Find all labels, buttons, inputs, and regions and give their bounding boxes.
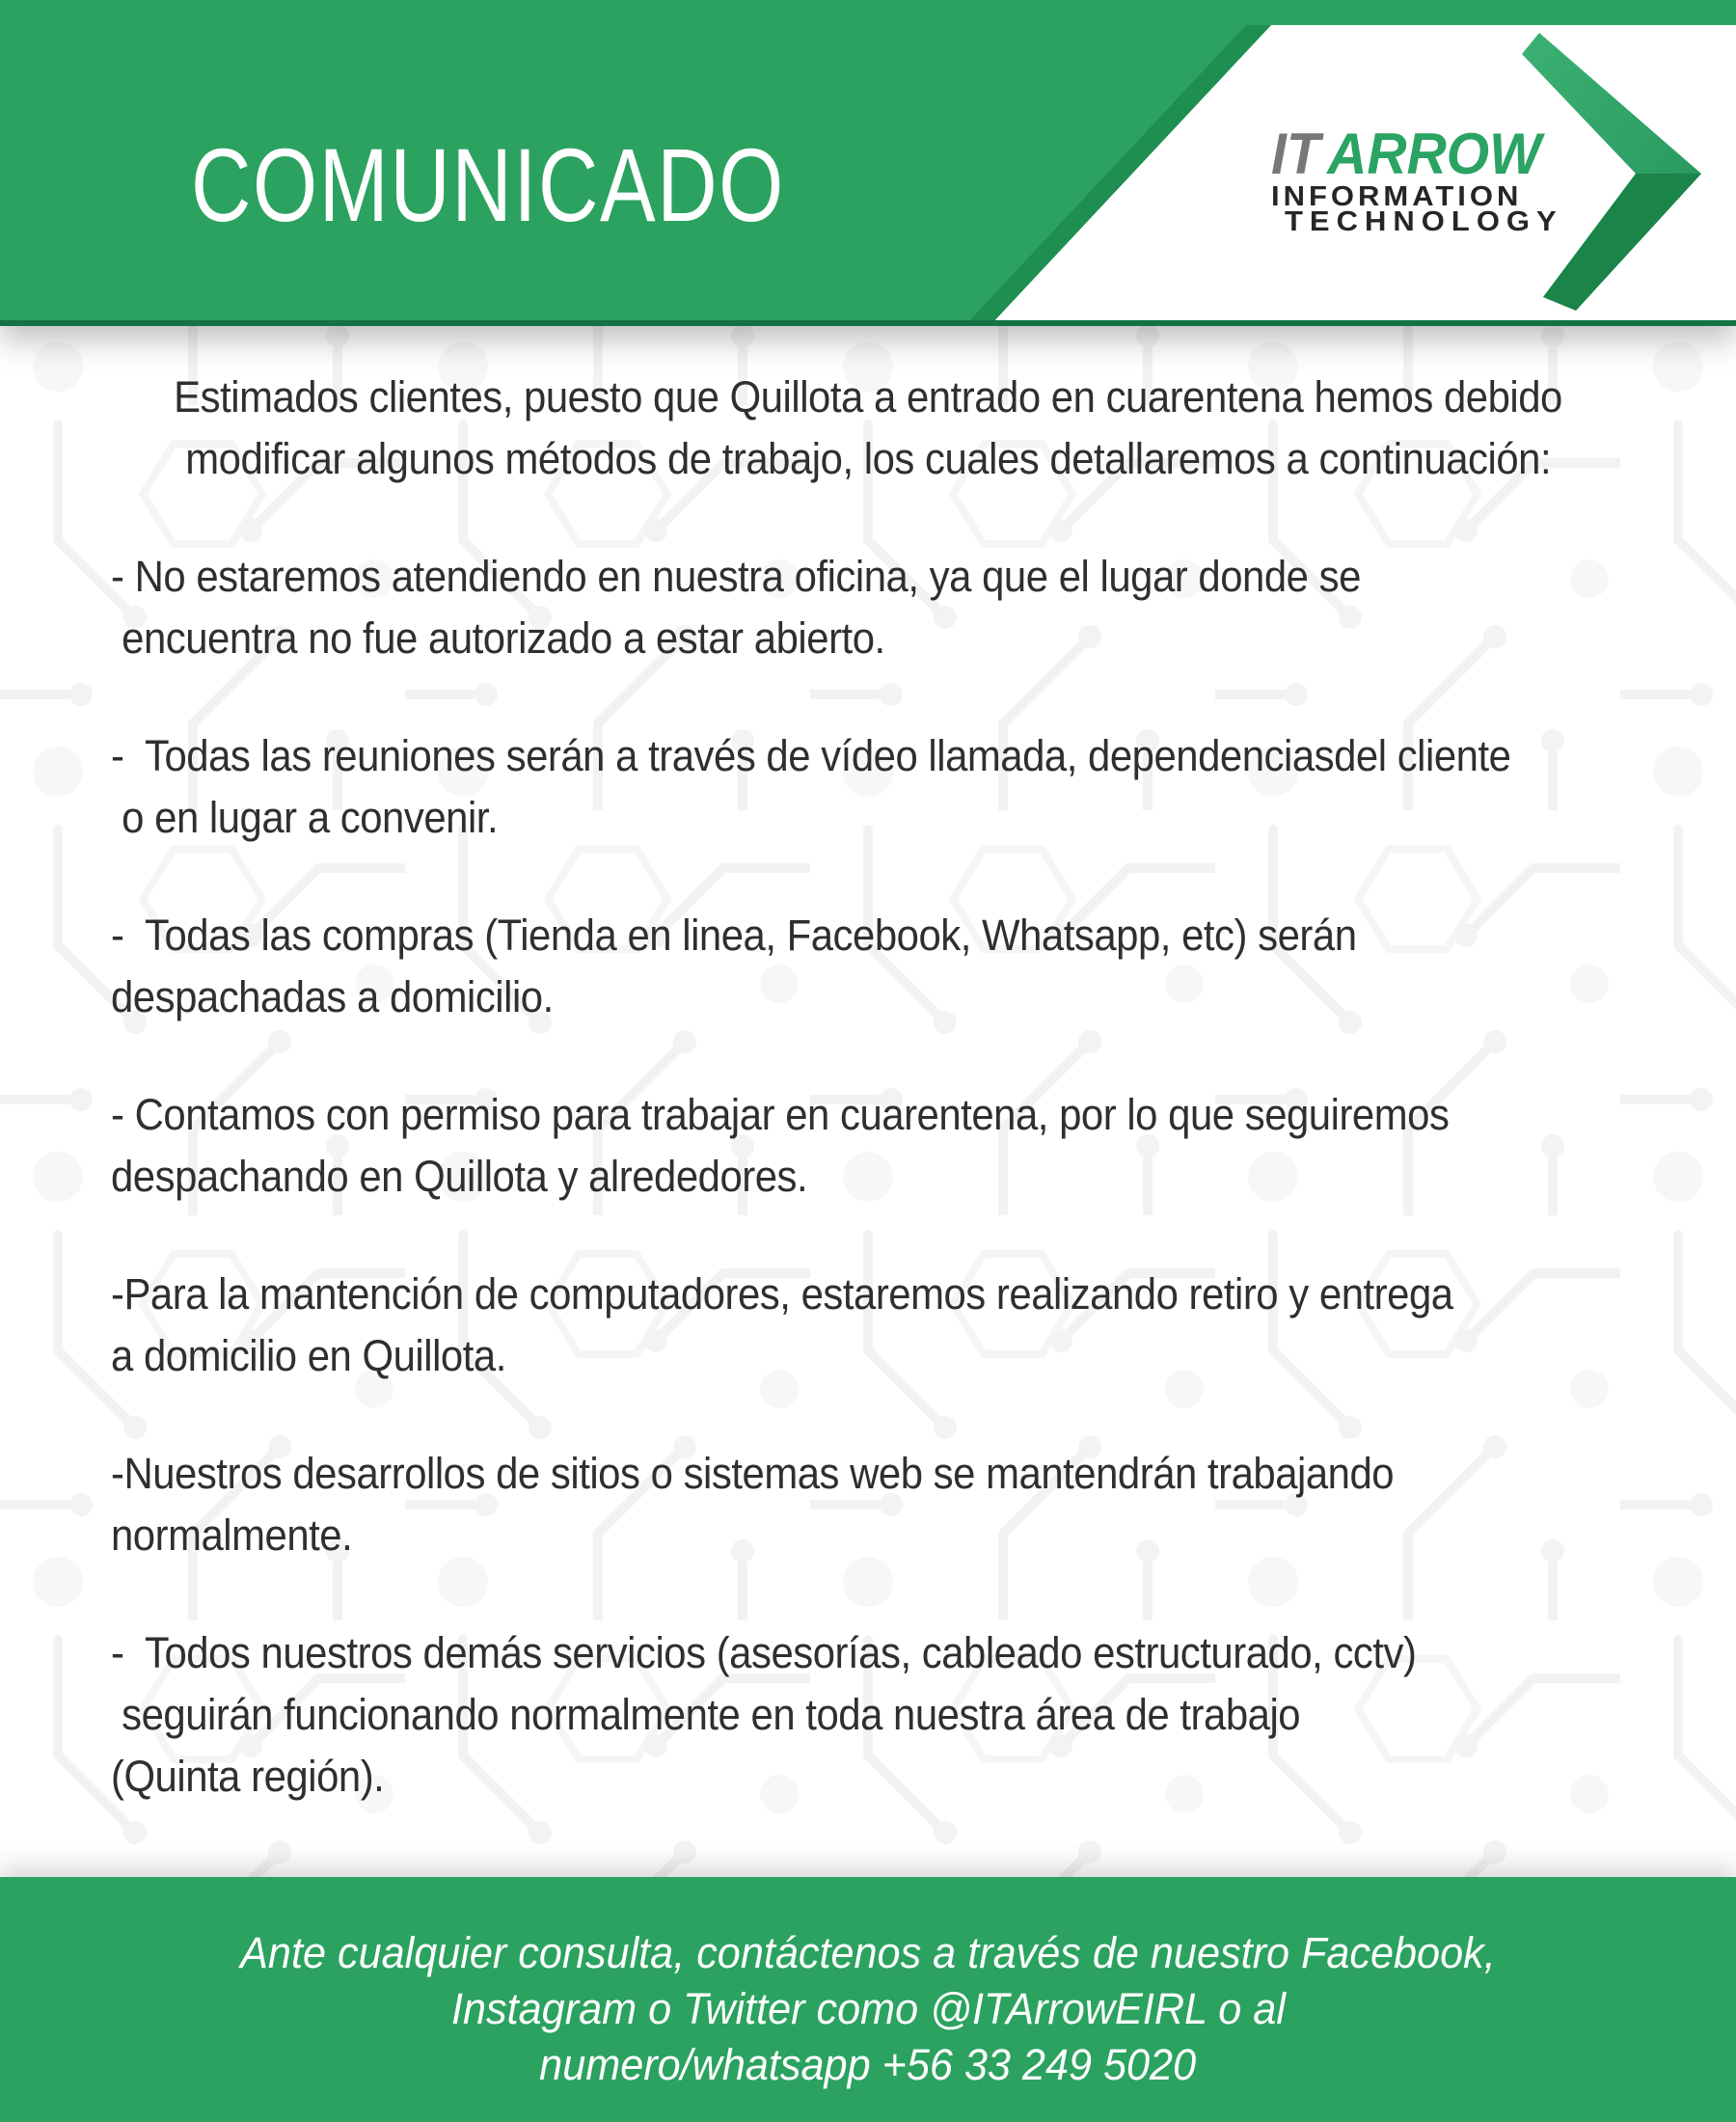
bullet-line: (Quinta región). <box>111 1752 385 1801</box>
logo-it-text: IT <box>1271 122 1320 186</box>
logo-subtitle-technology: TECHNOLOGY <box>1285 205 1563 237</box>
brand-logo <box>1271 122 1618 237</box>
bullet-line: despachando en Quillota y alrededores. <box>111 1152 808 1201</box>
bullet-item-office <box>53 546 1683 669</box>
bullet-line: - Contamos con permiso para trabajar en cuarentena, por lo que seguiremos <box>111 1090 1450 1139</box>
bullet-line: o en lugar a convenir. <box>111 793 499 842</box>
bullet-item-other-services <box>53 1622 1683 1808</box>
bullet-line: -Para la mantención de computadores, estaremos realizando retiro y entrega <box>111 1269 1453 1319</box>
bullet-line: despachadas a domicilio. <box>111 972 554 1021</box>
intro-paragraph <box>53 367 1683 490</box>
footer-band <box>0 1877 1736 2122</box>
bullet-line: - Todos nuestros demás servicios (asesorías, cableado estructurado, cctv) <box>111 1628 1417 1677</box>
logo-wordmark <box>1271 122 1601 186</box>
logo-arrow-text: ARROW <box>1327 122 1541 186</box>
header-bottom-rule <box>0 320 1736 326</box>
intro-line-1: Estimados clientes, puesto que Quillota a entrado en cuarentena hemos debido <box>174 372 1562 422</box>
logo-subtitle-information: INFORMATION <box>1271 180 1523 212</box>
bullet-item-purchases <box>53 905 1683 1028</box>
bullet-line: - No estaremos atendiendo en nuestra oficina, ya que el lugar donde se <box>111 552 1361 601</box>
bullet-line: - Todas las compras (Tienda en linea, Facebook, Whatsapp, etc) serán <box>111 911 1357 960</box>
page-title: COMUNICADO <box>191 126 785 243</box>
intro-line-2: modificar algunos métodos de trabajo, los cuales detallaremos a continuación: <box>185 434 1551 483</box>
footer-contact-line-1: Ante cualquier consulta, contáctenos a través de nuestro Facebook, <box>240 1928 1496 1977</box>
bullet-item-permit <box>53 1084 1683 1208</box>
bullet-item-maintenance <box>53 1264 1683 1387</box>
footer-contact-line-2: Instagram o Twitter como @ITArrowEIRL o al <box>450 1984 1286 2033</box>
bullet-line: a domicilio en Quillota. <box>111 1331 506 1380</box>
bullet-line: encuentra no fue autorizado a estar abierto. <box>111 613 885 663</box>
bullet-line: -Nuestros desarrollos de sitios o sistemas web se mantendrán trabajando <box>111 1449 1395 1498</box>
header-band <box>0 0 1736 326</box>
bullet-item-meetings <box>53 725 1683 849</box>
bullet-item-webdev <box>53 1443 1683 1566</box>
bullet-line: normalmente. <box>111 1510 353 1560</box>
bullet-line: - Todas las reuniones serán a través de vídeo llamada, dependenciasdel cliente <box>111 731 1511 780</box>
footer-contact-line-3: numero/whatsapp +56 33 249 5020 <box>539 2040 1197 2089</box>
bullet-line: seguirán funcionando normalmente en toda nuestra área de trabajo <box>111 1690 1301 1739</box>
announcement-body <box>0 326 1736 1864</box>
